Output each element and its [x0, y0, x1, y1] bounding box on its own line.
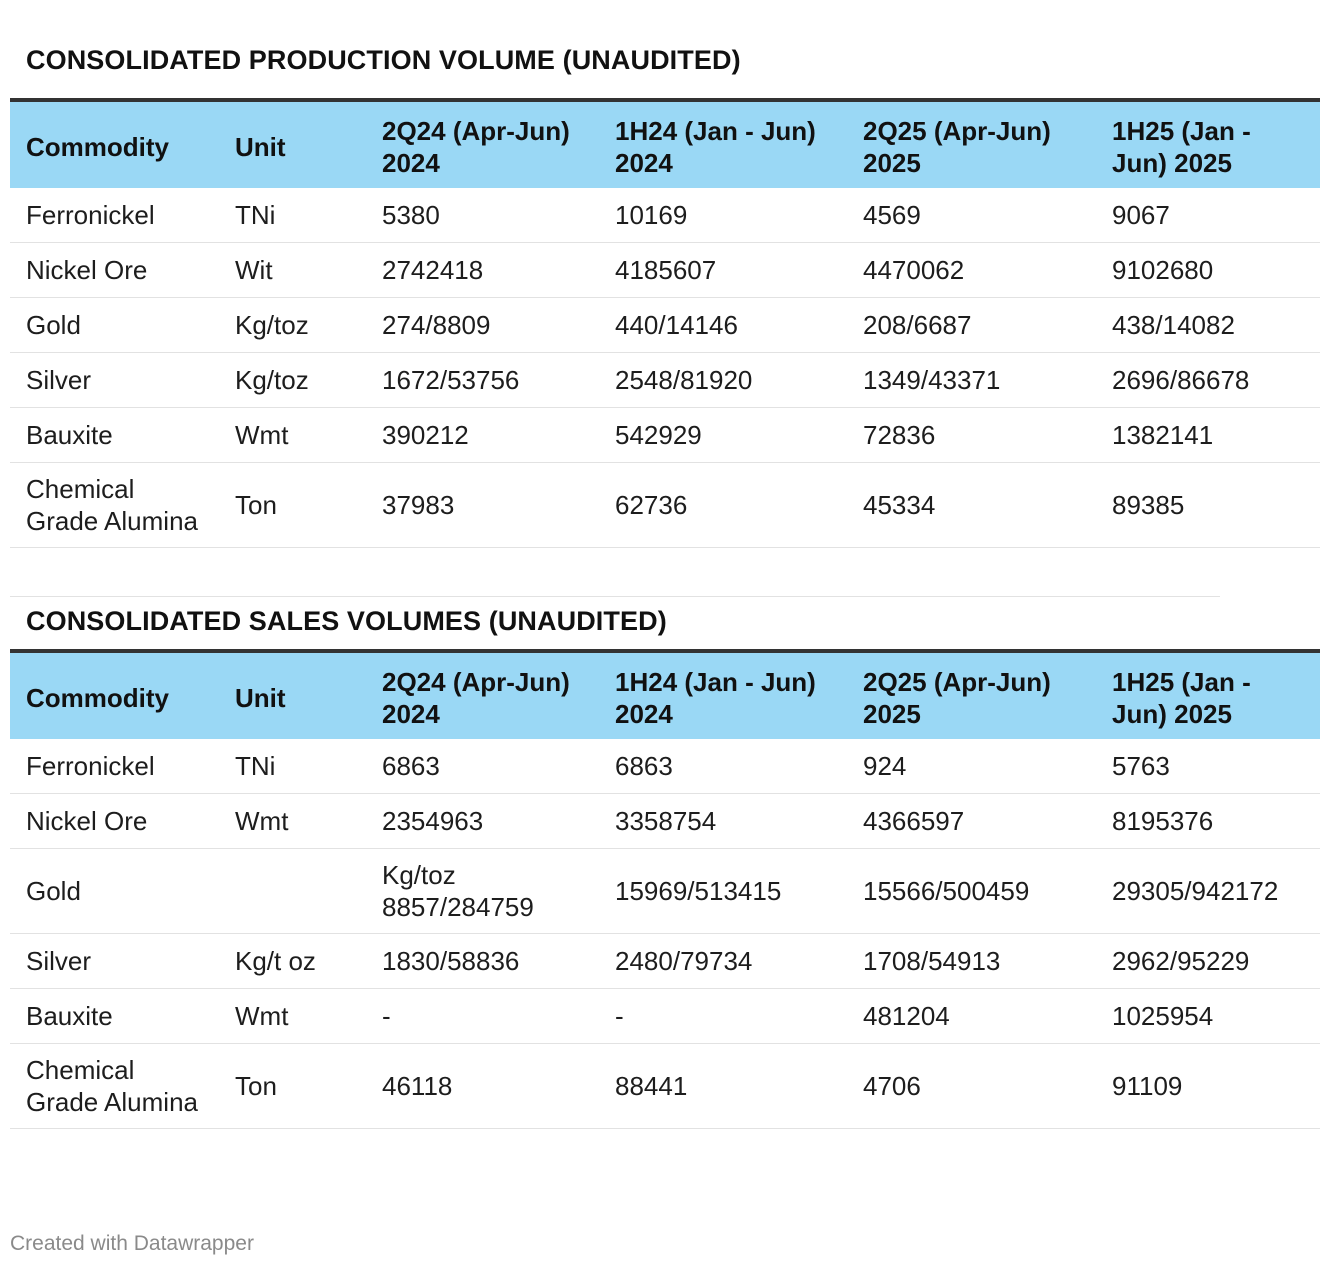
- cell-1h25: 2962/95229: [1096, 934, 1320, 989]
- column-header-2q25: 2Q25 (Apr-Jun) 2025: [863, 116, 1051, 178]
- cell-unit: Wmt: [219, 989, 366, 1044]
- cell-2q25: 15566/500459: [847, 849, 1096, 934]
- cell-2q24: 2742418: [366, 243, 599, 298]
- column-header-unit: Unit: [235, 683, 286, 713]
- cell-2q24: 5380: [366, 188, 599, 243]
- cell-2q25: 4706: [847, 1044, 1096, 1129]
- table-row: [10, 298, 1320, 353]
- cell-1h25: 91109: [1096, 1044, 1320, 1129]
- cell-unit: Kg/toz: [219, 298, 366, 353]
- table-row: [10, 989, 1320, 1044]
- cell-commodity: Silver: [10, 353, 219, 408]
- table-row: [10, 188, 1320, 243]
- cell-2q25: 208/6687: [847, 298, 1096, 353]
- cell-unit: Kg/t oz: [219, 934, 366, 989]
- cell-commodity: Nickel Ore: [10, 794, 219, 849]
- datawrapper-figure: [10, 0, 1279, 1268]
- cell-commodity: Bauxite: [10, 408, 219, 463]
- sales-table-title: CONSOLIDATED SALES VOLUMES (UNAUDITED): [26, 606, 667, 636]
- table-row: [10, 408, 1320, 463]
- cell-commodity: Nickel Ore: [10, 243, 219, 298]
- table-row: [10, 849, 1320, 934]
- column-header-commodity: Commodity: [26, 683, 169, 713]
- table-header-row: [10, 100, 1320, 188]
- column-header-2q24: 2Q24 (Apr-Jun) 2024: [382, 116, 570, 178]
- cell-1h25: 1382141: [1096, 408, 1320, 463]
- cell-2q24: 274/8809: [366, 298, 599, 353]
- cell-2q25: 4366597: [847, 794, 1096, 849]
- production-table-title: CONSOLIDATED PRODUCTION VOLUME (UNAUDITED): [26, 45, 741, 75]
- cell-1h24: 2480/79734: [599, 934, 847, 989]
- cell-unit: TNi: [219, 739, 366, 794]
- cell-2q24: Kg/toz 8857/284759: [366, 849, 599, 934]
- cell-1h25: 438/14082: [1096, 298, 1320, 353]
- cell-2q24: 2354963: [366, 794, 599, 849]
- cell-unit: TNi: [219, 188, 366, 243]
- cell-1h24: 62736: [599, 463, 847, 548]
- cell-commodity: Silver: [10, 934, 219, 989]
- cell-1h25: 9102680: [1096, 243, 1320, 298]
- cell-commodity: Ferronickel: [10, 188, 219, 243]
- column-header-commodity: Commodity: [26, 132, 169, 162]
- cell-1h24: 3358754: [599, 794, 847, 849]
- table-row: [10, 794, 1320, 849]
- cell-unit: Ton: [219, 463, 366, 548]
- cell-2q24: 390212: [366, 408, 599, 463]
- table-header-row: [10, 651, 1320, 739]
- column-header-2q25: 2Q25 (Apr-Jun) 2025: [863, 667, 1051, 729]
- cell-2q24: 1672/53756: [366, 353, 599, 408]
- cell-1h25: 8195376: [1096, 794, 1320, 849]
- cell-commodity: Chemical Grade Alumina: [10, 1044, 219, 1129]
- column-header-unit: Unit: [235, 132, 286, 162]
- cell-2q24: 6863: [366, 739, 599, 794]
- cell-1h24: 15969/513415: [599, 849, 847, 934]
- table-row: [10, 1044, 1320, 1129]
- cell-1h24: 542929: [599, 408, 847, 463]
- cell-2q24: 1830/58836: [366, 934, 599, 989]
- cell-1h25: 29305/942172: [1096, 849, 1320, 934]
- production-volume-table: [10, 98, 1320, 548]
- cell-1h25: 1025954: [1096, 989, 1320, 1044]
- table-row: [10, 353, 1320, 408]
- cell-unit: Wit: [219, 243, 366, 298]
- cell-commodity: Gold: [10, 298, 219, 353]
- cell-1h24: 4185607: [599, 243, 847, 298]
- cell-1h24: 440/14146: [599, 298, 847, 353]
- cell-1h24: 88441: [599, 1044, 847, 1129]
- column-header-1h24: 1H24 (Jan - Jun) 2024: [615, 116, 816, 178]
- cell-2q25: 4569: [847, 188, 1096, 243]
- cell-commodity: Bauxite: [10, 989, 219, 1044]
- cell-2q25: 481204: [847, 989, 1096, 1044]
- column-header-1h24: 1H24 (Jan - Jun) 2024: [615, 667, 816, 729]
- table-row: [10, 463, 1320, 548]
- cell-1h24: 6863: [599, 739, 847, 794]
- table-row: [10, 243, 1320, 298]
- cell-2q24: 37983: [366, 463, 599, 548]
- table-row: [10, 934, 1320, 989]
- cell-unit: Wmt: [219, 408, 366, 463]
- cell-1h25: 9067: [1096, 188, 1320, 243]
- section-divider: [10, 596, 1220, 597]
- cell-1h25: 89385: [1096, 463, 1320, 548]
- column-header-2q24: 2Q24 (Apr-Jun) 2024: [382, 667, 570, 729]
- cell-1h24: -: [599, 989, 847, 1044]
- cell-2q24: -: [366, 989, 599, 1044]
- cell-2q25: 45334: [847, 463, 1096, 548]
- cell-2q25: 924: [847, 739, 1096, 794]
- cell-unit: Kg/toz: [219, 353, 366, 408]
- cell-commodity: Gold: [10, 849, 219, 934]
- cell-2q25: 72836: [847, 408, 1096, 463]
- cell-1h25: 2696/86678: [1096, 353, 1320, 408]
- cell-2q25: 1349/43371: [847, 353, 1096, 408]
- cell-2q25: 4470062: [847, 243, 1096, 298]
- datawrapper-credit: Created with Datawrapper: [10, 1232, 254, 1255]
- column-header-1h25: 1H25 (Jan - Jun) 2025: [1112, 667, 1251, 729]
- cell-2q25: 1708/54913: [847, 934, 1096, 989]
- cell-unit: Wmt: [219, 794, 366, 849]
- cell-1h24: 2548/81920: [599, 353, 847, 408]
- table-row: [10, 739, 1320, 794]
- cell-2q24: 46118: [366, 1044, 599, 1129]
- cell-unit: [219, 849, 366, 934]
- cell-1h24: 10169: [599, 188, 847, 243]
- cell-1h25: 5763: [1096, 739, 1320, 794]
- cell-commodity: Chemical Grade Alumina: [10, 463, 219, 548]
- column-header-1h25: 1H25 (Jan - Jun) 2025: [1112, 116, 1251, 178]
- cell-commodity: Ferronickel: [10, 739, 219, 794]
- cell-unit: Ton: [219, 1044, 366, 1129]
- sales-volume-table: [10, 649, 1320, 1129]
